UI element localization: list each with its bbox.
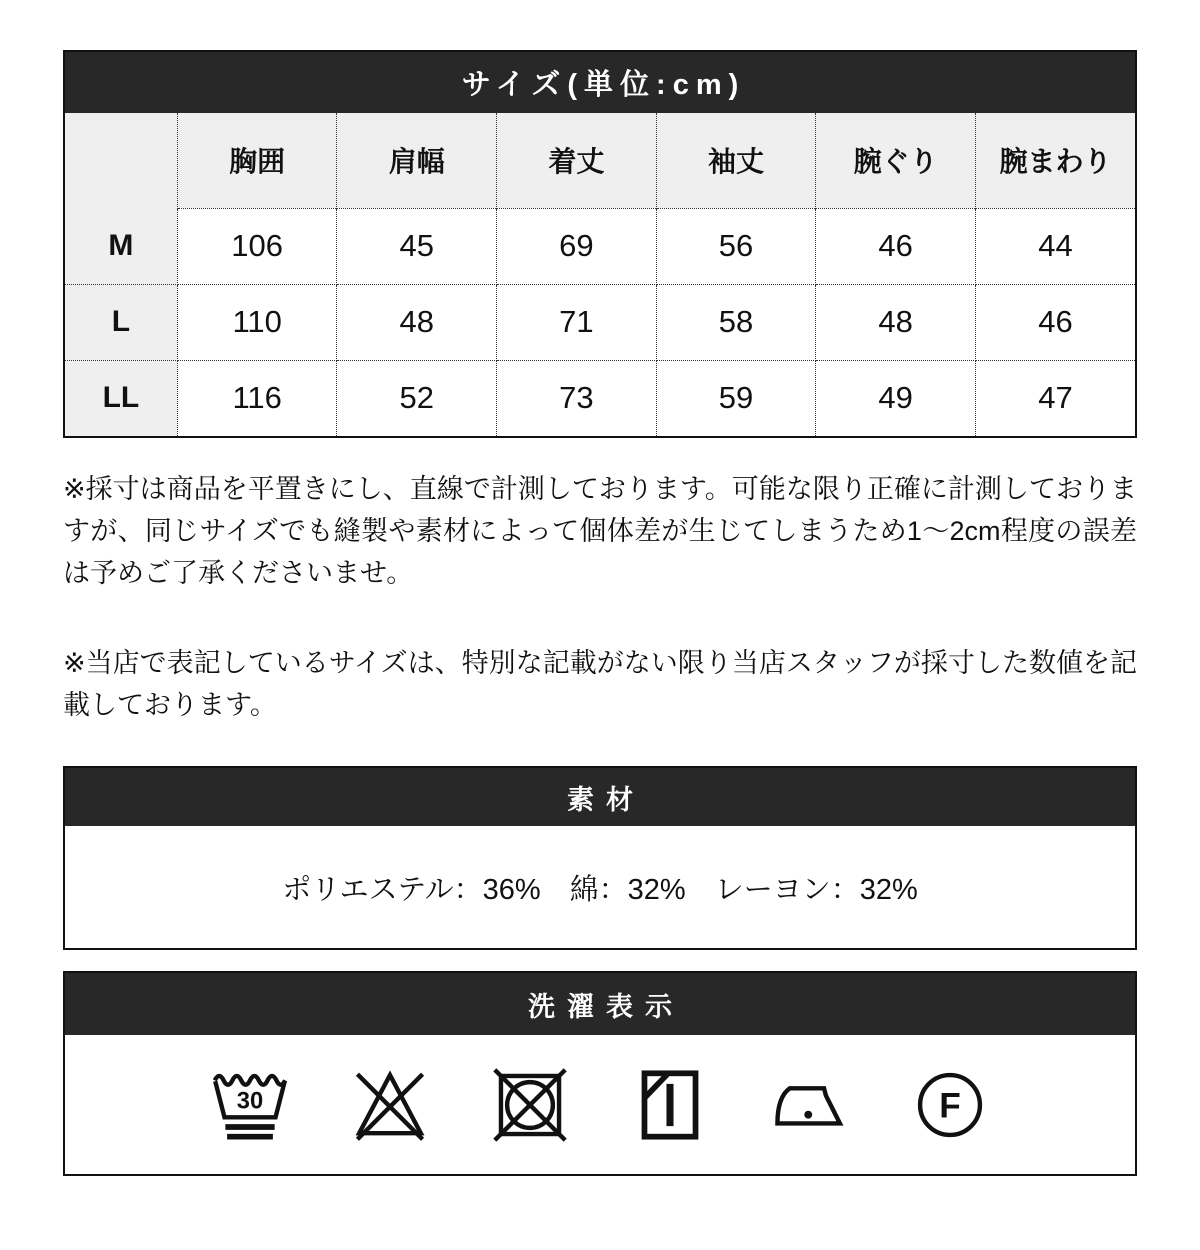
- material-title: 素材: [65, 768, 1135, 826]
- size-column-header: 腕ぐり: [816, 113, 976, 208]
- size-column-header: 袖丈: [656, 113, 816, 208]
- laundry-care-section: [63, 971, 1137, 1176]
- size-chart-section: [63, 50, 1137, 438]
- size-value-cell: 106: [177, 208, 337, 284]
- material-composition: ポリエステル：36% 綿：32% レーヨン：32%: [65, 826, 1135, 948]
- size-value-cell: 47: [975, 360, 1135, 436]
- size-table-header-row: [65, 113, 1135, 208]
- size-table-row: [65, 208, 1135, 284]
- size-table-row: [65, 284, 1135, 360]
- dry-clean-petroleum-solvent-icon: [906, 1061, 994, 1149]
- laundry-icon-row: [65, 1035, 1135, 1174]
- size-column-header: 腕まわり: [975, 113, 1135, 208]
- size-value-cell: 58: [656, 284, 816, 360]
- dry-clean-letter: F: [939, 1085, 961, 1125]
- size-table-row: [65, 360, 1135, 436]
- measurement-note: ※採寸は商品を平置きにし、直線で計測しております。可能な限り正確に計測しておりますが、同じサイズでも縫製や素材によって個体差が生じてしまうため1～2cm程度の誤差は予めご了承くださいませ。: [63, 474, 1137, 588]
- size-value-cell: 52: [337, 360, 497, 436]
- line-dry-in-shade-icon: [626, 1061, 714, 1149]
- size-value-cell: 56: [656, 208, 816, 284]
- size-value-cell: 44: [975, 208, 1135, 284]
- size-table: [65, 113, 1135, 436]
- size-value-cell: 73: [497, 360, 657, 436]
- size-value-cell: 69: [497, 208, 657, 284]
- size-chart-title: サイズ(単位:cm): [65, 52, 1135, 113]
- size-row-label: M: [65, 208, 177, 284]
- size-value-cell: 48: [337, 284, 497, 360]
- do-not-tumble-dry-icon: [486, 1061, 574, 1149]
- size-table-corner-cell: [65, 113, 177, 208]
- size-value-cell: 110: [177, 284, 337, 360]
- wash-temperature-label: 30: [236, 1087, 264, 1115]
- size-row-label: LL: [65, 360, 177, 436]
- size-value-cell: 49: [816, 360, 976, 436]
- staff-measured-note: ※当店で表記しているサイズは、特別な記載がない限り当店スタッフが採寸した数値を記載しております。: [63, 648, 1137, 720]
- iron-low-heat-icon: [766, 1061, 854, 1149]
- size-row-label: L: [65, 284, 177, 360]
- laundry-care-title: 洗濯表示: [65, 973, 1135, 1035]
- size-value-cell: 45: [337, 208, 497, 284]
- size-value-cell: 116: [177, 360, 337, 436]
- size-value-cell: 46: [816, 208, 976, 284]
- size-value-cell: 48: [816, 284, 976, 360]
- size-table-body: [65, 208, 1135, 436]
- size-value-cell: 59: [656, 360, 816, 436]
- size-value-cell: 46: [975, 284, 1135, 360]
- size-column-header: 胸囲: [177, 113, 337, 208]
- wash-30-very-gentle-icon: [206, 1061, 294, 1149]
- material-section: [63, 766, 1137, 950]
- size-column-header: 肩幅: [337, 113, 497, 208]
- do-not-bleach-icon: [346, 1061, 434, 1149]
- size-value-cell: 71: [497, 284, 657, 360]
- size-column-header: 着丈: [497, 113, 657, 208]
